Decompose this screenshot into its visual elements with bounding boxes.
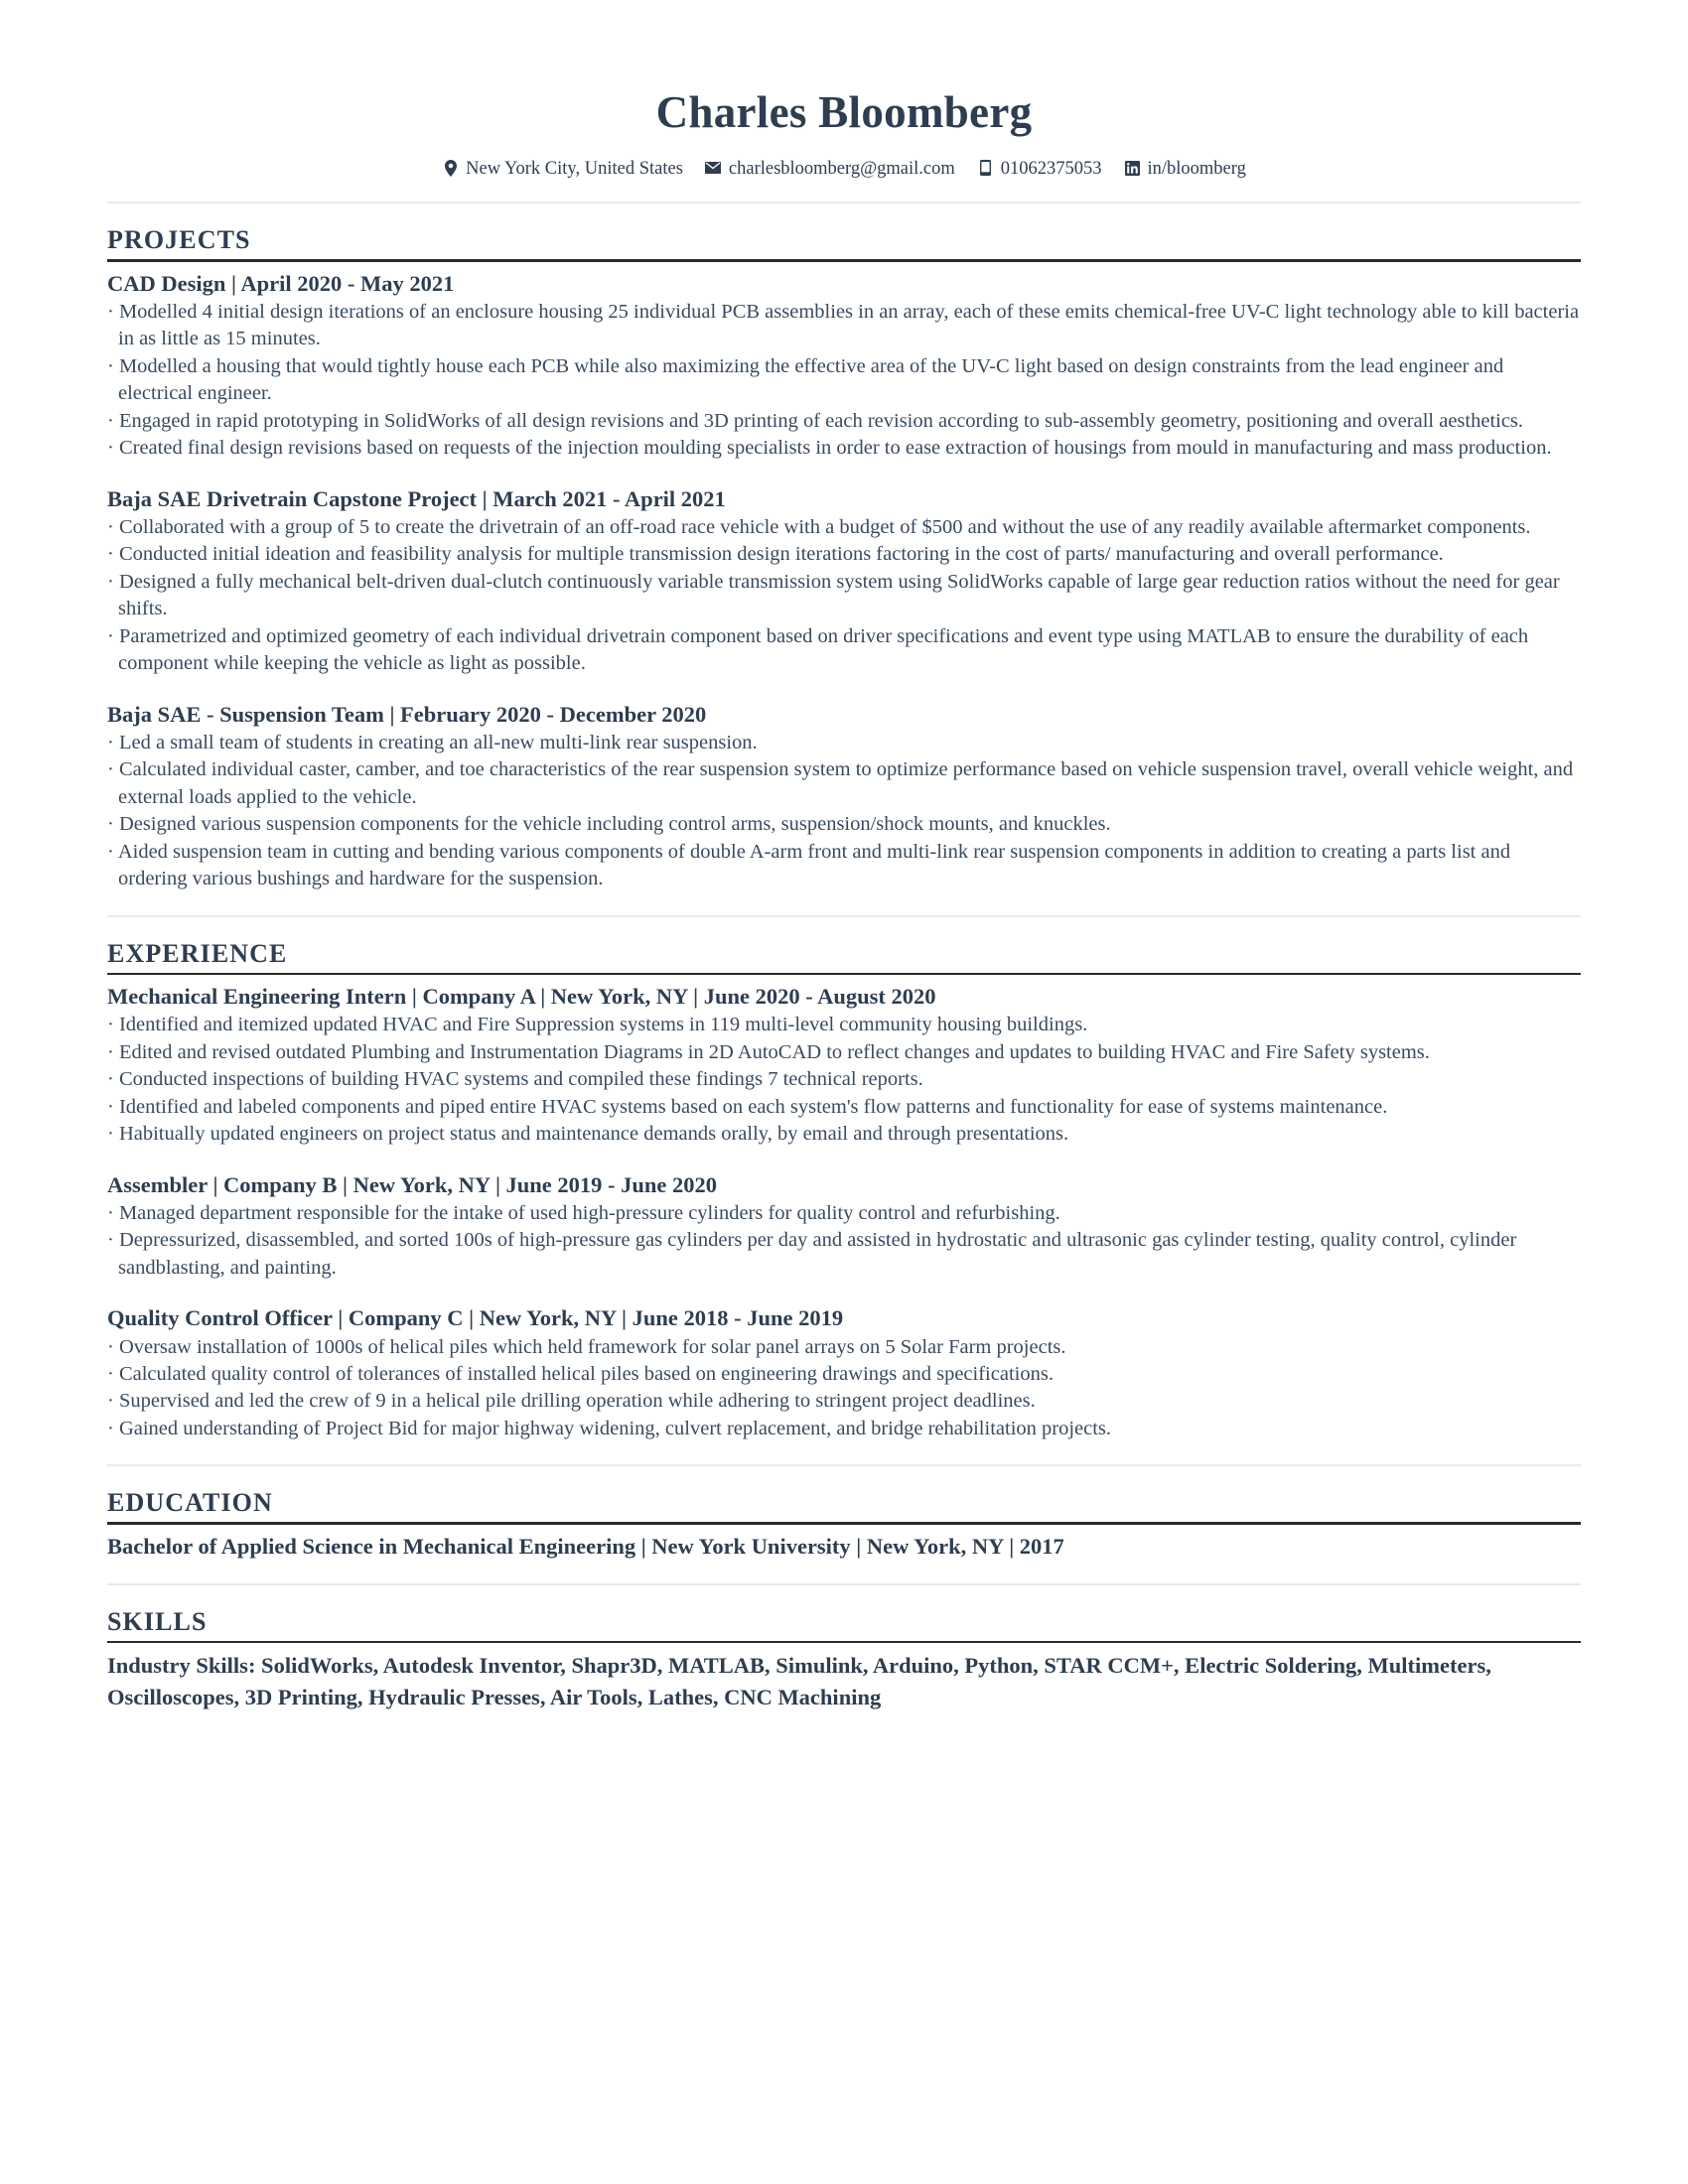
experience-bullet: · Edited and revised outdated Plumbing and Instrumentation Diagrams in 2D AutoCAD to reflect changes and updates to building HVAC and Fire Safety systems. [107, 1039, 1581, 1066]
section-title-education: EDUCATION [107, 1488, 273, 1518]
experience-bullet: · Identified and itemized updated HVAC and Fire Suppression systems in 119 multi-level community housing buildings. [107, 1012, 1581, 1038]
experience-bullet: · Oversaw installation of 1000s of helical piles which held framework for solar panel arrays on 5 Solar Farm projects. [107, 1334, 1581, 1361]
education-entry: Bachelor of Applied Science in Mechanical Engineering | New York University | New York, NY | 2017 [107, 1533, 1064, 1559]
section-education [107, 1488, 1581, 1562]
section-title-projects: PROJECTS [107, 225, 251, 255]
linkedin-icon [1124, 160, 1141, 177]
project-entry [107, 700, 1581, 893]
experience-heading: Mechanical Engineering Intern | Company A | New York, NY | June 2020 - August 2020 [107, 984, 936, 1009]
project-entry [107, 484, 1581, 678]
candidate-name: Charles Bloomberg [655, 87, 1033, 137]
project-bullet: · Created final design revisions based on requests of the injection moulding specialists in order to ease extraction of housings from mould in manufacturing and mass production. [107, 435, 1581, 462]
project-heading: CAD Design | April 2020 - May 2021 [107, 270, 455, 296]
section-title-skills: SKILLS [107, 1607, 208, 1637]
experience-entry [107, 1170, 1581, 1283]
section-skills [107, 1607, 1581, 1713]
project-bullet: · Designed various suspension components for the vehicle including control arms, suspension/shock mounts, and knuckles. [107, 811, 1581, 838]
section-rule-projects [107, 259, 1581, 261]
experience-bullet: · Conducted inspections of building HVAC systems and compiled these findings 7 technical reports. [107, 1066, 1581, 1093]
experience-bullet: · Calculated quality control of tolerances of installed helical piles based on engineering drawings and specifications. [107, 1361, 1581, 1388]
contact-linkedin-text: in/bloomberg [1147, 158, 1246, 179]
contact-email[interactable] [705, 159, 955, 178]
project-heading: Baja SAE Drivetrain Capstone Project | March 2021 - April 2021 [107, 485, 726, 511]
experience-entry [107, 1303, 1581, 1442]
phone-icon [977, 160, 994, 177]
section-title-experience: EXPERIENCE [107, 938, 288, 968]
envelope-icon [705, 160, 722, 177]
section-divider [107, 1583, 1581, 1585]
project-heading: Baja SAE - Suspension Team | February 2020 - December 2020 [107, 701, 707, 727]
project-bullet: · Aided suspension team in cutting and bending various components of double A-arm front and multi-link rear suspension components in addition to creating a parts list and ordering various bushings and hardware for the suspension. [107, 839, 1581, 893]
experience-heading: Quality Control Officer | Company C | New York, NY | June 2018 - June 2019 [107, 1305, 844, 1331]
header-divider [107, 202, 1581, 204]
resume-header [107, 87, 1581, 204]
location-pin-icon [442, 160, 459, 177]
project-bullet: · Conducted initial ideation and feasibility analysis for multiple transmission design iterations factoring in the cost of parts/ manufacturing and overall performance. [107, 541, 1581, 568]
experience-bullet: · Identified and labeled components and piped entire HVAC systems based on each system's flow patterns and functionality for ease of systems maintenance. [107, 1094, 1581, 1121]
section-rule-skills [107, 1641, 1581, 1643]
contact-location [442, 159, 683, 178]
experience-entry [107, 982, 1581, 1149]
contact-phone-text: 01062375053 [1000, 158, 1102, 179]
project-entry [107, 269, 1581, 463]
project-bullet: · Modelled a housing that would tightly house each PCB while also maximizing the effective area of the UV-C light based on design constraints from the lead engineer and electrical engineer. [107, 353, 1581, 408]
skills-list: Industry Skills: SolidWorks, Autodesk Inventor, Shapr3D, MATLAB, Simulink, Arduino, Python, STAR CCM+, Electric Soldering, Multimeters, Oscilloscopes, 3D Printing, Hydraulic Presses, Air Tools, Lathes, CNC Machining [107, 1653, 1491, 1710]
contact-row [107, 159, 1581, 178]
experience-bullet: · Depressurized, disassembled, and sorted 100s of high-pressure gas cylinders per day and assisted in hydrostatic and ultrasonic gas cylinder testing, quality control, cylinder sandblasting, and painting. [107, 1227, 1581, 1282]
contact-phone[interactable] [977, 159, 1102, 178]
experience-bullet: · Gained understanding of Project Bid for major highway widening, culvert replacement, and bridge rehabilitation projects. [107, 1416, 1581, 1442]
section-rule-experience [107, 973, 1581, 975]
project-bullet: · Designed a fully mechanical belt-driven dual-clutch continuously variable transmission system using SolidWorks capable of large gear reduction ratios without the need for gear shifts. [107, 569, 1581, 623]
experience-bullet: · Managed department responsible for the intake of used high-pressure cylinders for quality control and refurbishing. [107, 1200, 1581, 1227]
project-bullet: · Collaborated with a group of 5 to create the drivetrain of an off-road race vehicle with a budget of $500 and without the use of any readily available aftermarket components. [107, 514, 1581, 541]
project-bullet: · Parametrized and optimized geometry of each individual drivetrain component based on driver specifications and event type using MATLAB to ensure the durability of each component while keeping the vehicle as light as possible. [107, 623, 1581, 678]
project-bullet: · Calculated individual caster, camber, and toe characteristics of the rear suspension system to optimize performance based on vehicle suspension travel, overall vehicle weight, and external loads applied to the vehicle. [107, 756, 1581, 811]
section-projects [107, 225, 1581, 892]
section-divider [107, 915, 1581, 917]
project-bullet: · Modelled 4 initial design iterations of an enclosure housing 25 individual PCB assemblies in an array, each of these emits chemical-free UV-C light technology able to kill bacteria in as little as 15 minutes. [107, 299, 1581, 353]
section-experience [107, 939, 1581, 1443]
experience-bullet: · Supervised and led the crew of 9 in a helical pile drilling operation while adhering to stringent project deadlines. [107, 1388, 1581, 1415]
contact-location-text: New York City, United States [466, 158, 683, 179]
section-divider [107, 1464, 1581, 1466]
experience-heading: Assembler | Company B | New York, NY | June 2019 - June 2020 [107, 1171, 718, 1197]
contact-email-text: charlesbloomberg@gmail.com [728, 158, 955, 179]
project-bullet: · Engaged in rapid prototyping in SolidWorks of all design revisions and 3D printing of each revision according to sub-assembly geometry, positioning and overall aesthetics. [107, 408, 1581, 435]
contact-linkedin[interactable] [1124, 159, 1246, 178]
project-bullet: · Led a small team of students in creating an all-new multi-link rear suspension. [107, 730, 1581, 756]
experience-bullet: · Habitually updated engineers on project status and maintenance demands orally, by email and through presentations. [107, 1121, 1581, 1148]
section-rule-education [107, 1522, 1581, 1524]
